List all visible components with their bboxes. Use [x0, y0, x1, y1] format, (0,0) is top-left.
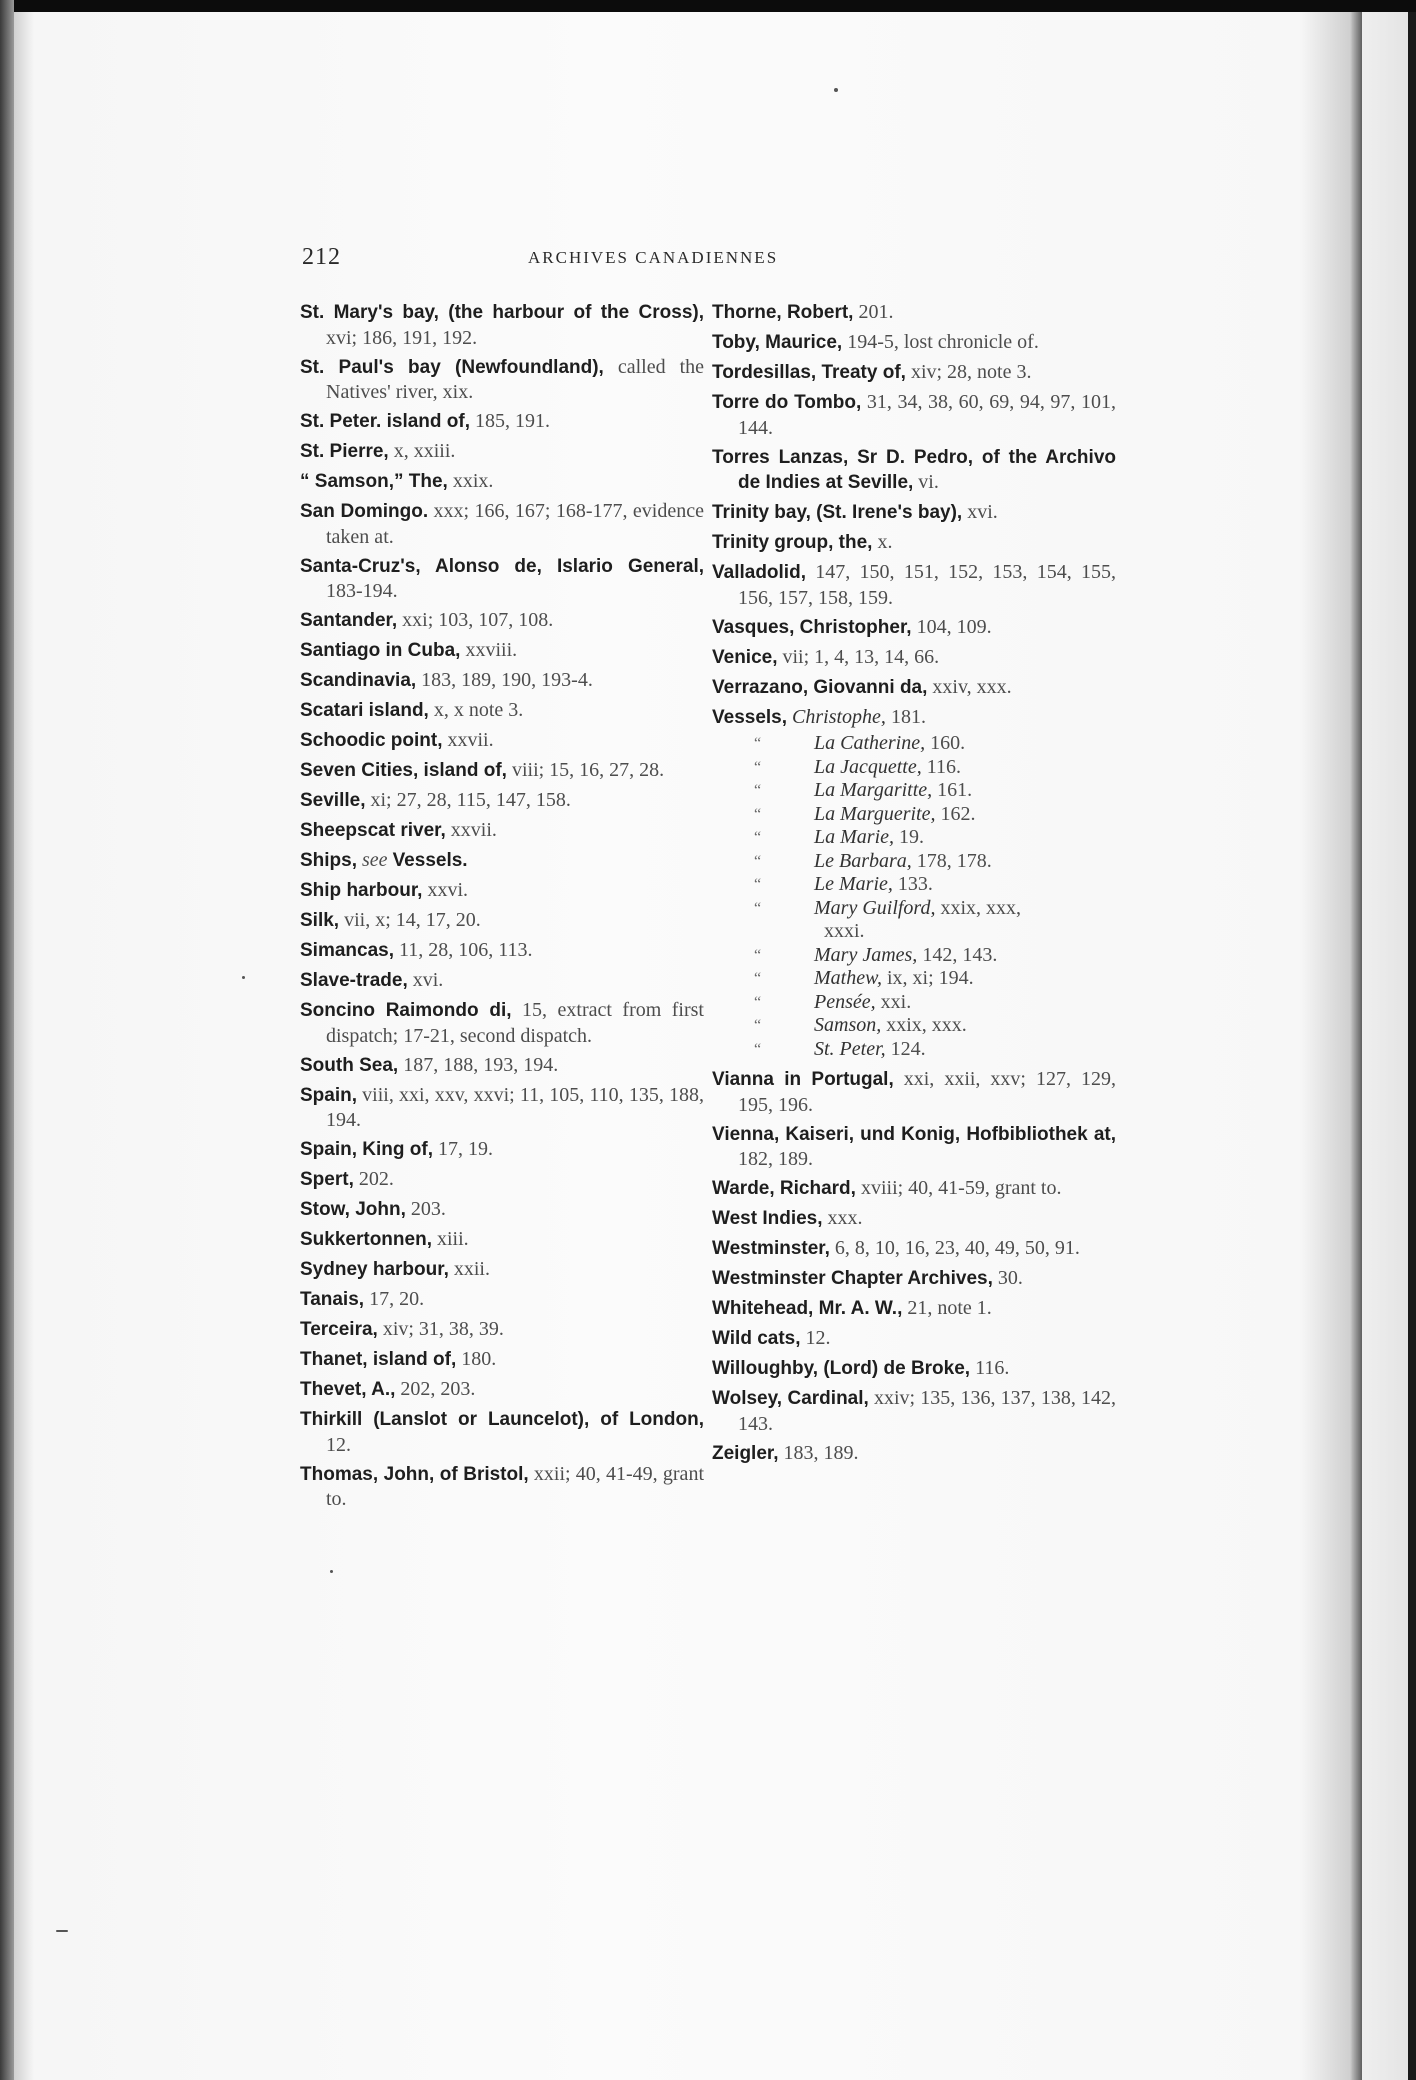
entry-term: Toby, Maurice,	[712, 332, 843, 353]
index-entry	[300, 1083, 704, 1133]
vessel-refs: ix, xi; 194.	[881, 967, 974, 989]
dust-speck	[834, 88, 838, 92]
index-entries-t-v	[712, 300, 1116, 700]
entry-refs: see	[357, 849, 393, 871]
ditto-mark: “	[754, 1040, 762, 1058]
entry-refs: 12.	[800, 1327, 831, 1349]
index-entry	[712, 615, 1116, 641]
entry-refs: xiv; 28, note 3.	[905, 361, 1032, 383]
index-entry	[712, 330, 1116, 356]
entry-refs: 182, 189.	[738, 1148, 813, 1170]
entry-refs: xi; 27, 28, 115, 147, 158.	[365, 789, 571, 811]
entry-refs: 116.	[970, 1357, 1010, 1379]
entry-refs: xxi, xxii, xxv; 127, 129, 195, 196.	[738, 1068, 1116, 1116]
index-entry	[300, 1053, 704, 1079]
entry-refs: 11, 28, 106, 113.	[394, 939, 533, 961]
page-header	[302, 244, 1112, 268]
index-entry	[300, 1377, 704, 1403]
entry-term: Wild cats,	[712, 1328, 801, 1349]
entry-term: Ship harbour,	[300, 880, 423, 901]
entry-refs: 187, 188, 193, 194.	[398, 1053, 559, 1076]
entry-term: Westminster Chapter Archives,	[712, 1268, 993, 1289]
index-entry	[300, 1197, 704, 1223]
entry-refs: 183-194.	[326, 580, 398, 602]
entry-term: Seville,	[300, 790, 366, 811]
entry-term: Warde, Richard,	[712, 1178, 856, 1199]
ditto-mark: “	[754, 829, 762, 846]
entry-term: St. Pierre,	[300, 441, 389, 462]
vessel-refs: 161.	[932, 779, 973, 801]
vessel-name: La Marie,	[814, 826, 894, 848]
entry-term: Trinity group, the,	[712, 532, 873, 553]
running-head: ARCHIVES CANADIENNES	[528, 248, 779, 267]
entry-refs: 185, 191.	[470, 410, 550, 432]
entry-refs: 15, extract from first dispatch; 17-21, second dispatch.	[326, 999, 704, 1047]
index-entry	[712, 1236, 1116, 1262]
entry-term: Trinity bay, (St. Irene's bay),	[712, 502, 963, 523]
entry-term: Silk,	[300, 910, 340, 931]
entry-refs: 183, 189.	[778, 1441, 859, 1464]
ditto-mark: “	[754, 758, 762, 776]
entry-term: Zeigler,	[712, 1442, 779, 1464]
entry-refs: viii; 15, 16, 27, 28.	[506, 759, 665, 781]
entry-term: St. Mary's bay, (the harbour of the Cross),	[300, 302, 704, 323]
entry-refs: xvi.	[407, 969, 444, 991]
index-entry	[300, 1462, 704, 1512]
entry-term: Scandinavia,	[300, 670, 417, 691]
index-entry	[300, 758, 704, 784]
vessel-refs: 142, 143.	[917, 943, 998, 966]
entry-refs: 6, 8, 10, 16, 23, 40, 49, 50, 91.	[829, 1237, 1080, 1259]
entry-refs: xxx; 166, 167; 168-177, evidence taken at.	[326, 500, 704, 548]
index-entry	[712, 645, 1116, 671]
entry-refs: xxx.	[822, 1207, 863, 1229]
entry-refs: xxii.	[448, 1258, 490, 1280]
dust-speck	[56, 1930, 68, 1932]
entry-refs: xvi; 186, 191, 192.	[326, 326, 478, 349]
index-entry	[712, 445, 1116, 496]
entry-refs: 194-5, lost chronicle of.	[842, 331, 1039, 353]
entry-term: Terceira,	[300, 1319, 378, 1340]
entry-term: Venice,	[712, 646, 778, 668]
vessel-name: Christophe,	[792, 705, 886, 728]
ditto-mark: “	[754, 970, 762, 987]
index-entry	[300, 1317, 704, 1343]
entry-term: Vianna in Portugal,	[712, 1069, 894, 1090]
index-entry	[712, 300, 1116, 326]
entry-refs: xiii.	[431, 1228, 469, 1250]
index-entry-vessels	[712, 705, 1116, 731]
page-edge-shadow	[1352, 12, 1362, 2080]
ditto-mark: “	[754, 1017, 762, 1034]
vessel-name: La Margaritte,	[814, 779, 933, 801]
entry-term: Sydney harbour,	[300, 1259, 449, 1280]
index-entry	[300, 998, 704, 1048]
ditto-mark: “	[754, 899, 762, 917]
entry-term: Thomas, John, of Bristol,	[300, 1463, 529, 1485]
entry-refs: 203.	[405, 1198, 446, 1220]
index-entry	[300, 938, 704, 964]
ditto-mark: “	[754, 946, 762, 964]
entry-refs: 17, 20.	[364, 1288, 425, 1310]
index-entry	[712, 500, 1116, 526]
entry-refs: vi.	[913, 471, 939, 493]
index-column-right	[712, 300, 1116, 1471]
entry-term: San Domingo.	[300, 501, 429, 522]
entry-term: Wolsey, Cardinal,	[712, 1388, 869, 1409]
entry-refs: xxi; 103, 107, 108.	[397, 609, 554, 631]
index-entry	[712, 390, 1116, 440]
entry-refs: 201.	[853, 301, 894, 323]
vessel-entry	[712, 1014, 1116, 1038]
entry-refs: xxviii.	[460, 639, 518, 661]
entry-term: Torre do Tombo,	[712, 392, 862, 413]
vessel-refs: xxi.	[875, 990, 912, 1013]
vessel-refs: 160.	[925, 732, 966, 754]
entry-term: Thanet, island of,	[300, 1349, 457, 1370]
index-entry	[712, 1326, 1116, 1352]
entry-term: Vienna, Kaiseri, und Konig, Hofbibliothek at,	[712, 1123, 1116, 1145]
entry-term: Sukkertonnen,	[300, 1229, 432, 1250]
entry-term: Spain,	[300, 1084, 358, 1106]
ditto-mark: “	[754, 735, 762, 752]
index-entry	[712, 530, 1116, 556]
entry-refs: xxvii.	[445, 819, 497, 841]
vessel-name: La Marguerite,	[814, 802, 936, 825]
entry-refs: xiv; 31, 38, 39.	[377, 1318, 504, 1340]
binding-edge	[0, 0, 14, 2080]
ditto-mark: “	[754, 805, 762, 823]
vessel-refs: 162.	[935, 802, 976, 825]
vessel-name: Le Marie,	[814, 873, 893, 895]
page-number: 212	[302, 244, 341, 270]
index-entry	[300, 439, 704, 465]
vessel-refs: xxix, xxx,	[935, 896, 1022, 919]
entry-term: “ Samson,” The,	[300, 471, 448, 492]
entry-refs: xxiv; 135, 136, 137, 138, 142, 143.	[738, 1387, 1116, 1435]
entry-refs: 183, 189, 190, 193-4.	[416, 669, 593, 691]
entry-term: Tanais,	[300, 1289, 365, 1310]
entry-term: Spert,	[300, 1169, 354, 1190]
entry-refs: x.	[872, 531, 893, 553]
index-entry	[300, 608, 704, 634]
entry-term: Soncino Raimondo di,	[300, 1000, 512, 1021]
entry-refs: vii; 1, 4, 13, 14, 66.	[777, 645, 940, 668]
index-entry	[300, 668, 704, 694]
index-entry	[300, 878, 704, 904]
entry-term: Whitehead, Mr. A. W.,	[712, 1298, 903, 1319]
vessel-name: La Jacquette,	[814, 755, 922, 778]
vessel-refs: xxix, xxx.	[881, 1014, 967, 1036]
entry-cross-reference: Vessels.	[392, 850, 468, 871]
entry-term: Valladolid,	[712, 562, 806, 583]
entry-refs: xxiv, xxx.	[927, 675, 1012, 698]
vessel-entry	[712, 850, 1116, 874]
vessel-name: Pensée,	[814, 990, 876, 1013]
entry-refs: x, xxiii.	[388, 440, 456, 462]
index-entry	[300, 908, 704, 934]
index-entry	[300, 355, 704, 405]
index-entry	[300, 409, 704, 435]
entry-term: Thorne, Robert,	[712, 302, 854, 323]
entry-term: Sheepscat river,	[300, 820, 446, 841]
entry-refs: 12.	[326, 1433, 351, 1456]
vessel-entry	[712, 991, 1116, 1015]
entry-refs: 180.	[456, 1348, 497, 1370]
entry-term: Santa-Cruz's, Alonso de, Islario General,	[300, 555, 704, 577]
entry-refs: 202.	[353, 1168, 394, 1190]
adjacent-page-edge	[1408, 12, 1416, 2080]
vessel-name: Mary Guilford,	[814, 896, 936, 919]
entry-term: Torres Lanzas, Sr D. Pedro, of the Archivo de Indies at Seville,	[712, 446, 1116, 493]
vessel-name: Le Barbara,	[814, 849, 912, 872]
entry-term: St. Paul's bay (Newfoundland),	[300, 356, 604, 378]
entry-refs: xxvii.	[442, 729, 494, 751]
vessel-refs: 124.	[885, 1037, 926, 1060]
vessel-name: St. Peter,	[814, 1037, 886, 1060]
vessel-entry	[712, 732, 1116, 756]
index-entry	[712, 1266, 1116, 1292]
entry-term: West Indies,	[712, 1208, 823, 1229]
index-entry	[712, 1441, 1116, 1467]
vessel-refs: 116.	[921, 755, 962, 778]
ditto-mark: “	[754, 876, 762, 893]
index-entry	[300, 554, 704, 604]
entry-term: Westminster,	[712, 1238, 830, 1259]
entry-refs: 147, 150, 151, 152, 153, 154, 155, 156, 157, 158, 159.	[738, 561, 1116, 609]
entry-refs: xvi.	[962, 501, 998, 523]
index-entry	[712, 560, 1116, 610]
index-entry	[300, 638, 704, 664]
entry-term: Spain, King of,	[300, 1139, 433, 1160]
index-entry	[712, 1176, 1116, 1202]
index-entry	[300, 1347, 704, 1373]
entry-refs: vii, x; 14, 17, 20.	[339, 909, 481, 931]
index-entry	[712, 360, 1116, 386]
vessel-entry	[712, 803, 1116, 827]
entry-term: Stow, John,	[300, 1199, 406, 1220]
entry-term: Willoughby, (Lord) de Broke,	[712, 1358, 971, 1379]
index-column-left	[300, 300, 704, 1516]
entry-refs: xxii; 40, 41-49, grant to.	[326, 1462, 704, 1510]
index-entry	[300, 968, 704, 994]
index-entry	[712, 1296, 1116, 1322]
vessel-name: Mary James,	[814, 943, 918, 966]
entry-term: Simancas,	[300, 940, 394, 961]
vessel-entry	[712, 779, 1116, 803]
vessel-name: Samson,	[814, 1014, 882, 1036]
index-entry	[712, 1206, 1116, 1232]
scan-top-border	[0, 0, 1416, 12]
entry-term: Vasques, Christopher,	[712, 616, 912, 638]
index-entry	[300, 1407, 704, 1457]
entry-term: Santiago in Cuba,	[300, 640, 461, 661]
ditto-mark: “	[754, 993, 762, 1011]
index-entry	[300, 1287, 704, 1313]
entry-term: Scatari island,	[300, 700, 429, 721]
entry-refs: 104, 109.	[911, 615, 992, 638]
entry-refs: 30.	[992, 1267, 1023, 1289]
entry-term: Schoodic point,	[300, 730, 443, 751]
index-entry	[300, 469, 704, 495]
index-entry	[712, 1386, 1116, 1436]
index-entry	[300, 698, 704, 724]
entry-term: Santander,	[300, 610, 398, 631]
entry-refs: 181.	[885, 705, 926, 728]
vessel-entry	[712, 873, 1116, 897]
entry-term: St. Peter. island of,	[300, 411, 470, 432]
entry-term: Thevet, A.,	[300, 1379, 396, 1400]
dust-speck	[242, 976, 245, 979]
entry-term: South Sea,	[300, 1054, 399, 1076]
entry-refs: xxix.	[447, 470, 494, 492]
ditto-mark: “	[754, 852, 762, 870]
index-entry	[300, 499, 704, 549]
vessel-name: La Catherine,	[814, 732, 926, 754]
vessel-refs: 133.	[892, 873, 933, 895]
index-entry	[712, 1356, 1116, 1382]
entry-refs: viii, xxi, xxv, xxvi; 11, 105, 110, 135, 188, 194.	[326, 1083, 704, 1131]
index-entry	[712, 1122, 1116, 1172]
index-entry	[300, 1167, 704, 1193]
index-entry	[300, 300, 704, 350]
dust-speck	[330, 1570, 333, 1573]
vessel-entry	[712, 756, 1116, 780]
vessel-entry	[712, 826, 1116, 850]
index-entry	[300, 848, 704, 874]
index-entry	[300, 788, 704, 814]
entry-refs: called the Natives' river, xix.	[326, 355, 704, 403]
vessel-entry	[712, 1038, 1116, 1062]
vessel-entry	[712, 944, 1116, 968]
entry-refs: x, x note 3.	[428, 699, 524, 721]
index-entry	[300, 1137, 704, 1163]
index-entry	[300, 1257, 704, 1283]
entry-term: Ships,	[300, 850, 358, 871]
entry-refs: 31, 34, 38, 60, 69, 94, 97, 101, 144.	[738, 391, 1116, 439]
entry-refs: 202, 203.	[395, 1378, 476, 1400]
vessel-entry	[712, 967, 1116, 991]
entry-refs: xviii; 40, 41-59, grant to.	[855, 1177, 1062, 1199]
index-entry	[300, 728, 704, 754]
entry-term: Slave-trade,	[300, 970, 408, 991]
vessel-list	[712, 732, 1116, 1061]
vessel-refs: 19.	[894, 826, 924, 848]
entry-term: Seven Cities, island of,	[300, 760, 507, 781]
entry-refs: 17, 19.	[433, 1138, 493, 1160]
entry-term: Tordesillas, Treaty of,	[712, 362, 906, 383]
ditto-mark: “	[754, 782, 762, 799]
index-entry	[300, 1227, 704, 1253]
index-entries-v-z	[712, 1067, 1116, 1466]
entry-term: Verrazano, Giovanni da,	[712, 676, 928, 698]
entry-term: Thirkill (Lanslot or Launcelot), of London,	[300, 1409, 704, 1430]
vessel-entry	[712, 897, 1116, 921]
entry-refs: xxvi.	[422, 879, 469, 901]
index-entry	[712, 1067, 1116, 1117]
vessel-refs-continued: xxxi.	[824, 920, 865, 942]
vessel-refs: 178, 178.	[911, 849, 992, 872]
entry-refs: 21, note 1.	[902, 1297, 992, 1319]
vessel-name: Mathew,	[814, 967, 882, 989]
index-entry	[300, 818, 704, 844]
entry-term: Vessels,	[712, 706, 788, 728]
index-entry	[712, 675, 1116, 701]
